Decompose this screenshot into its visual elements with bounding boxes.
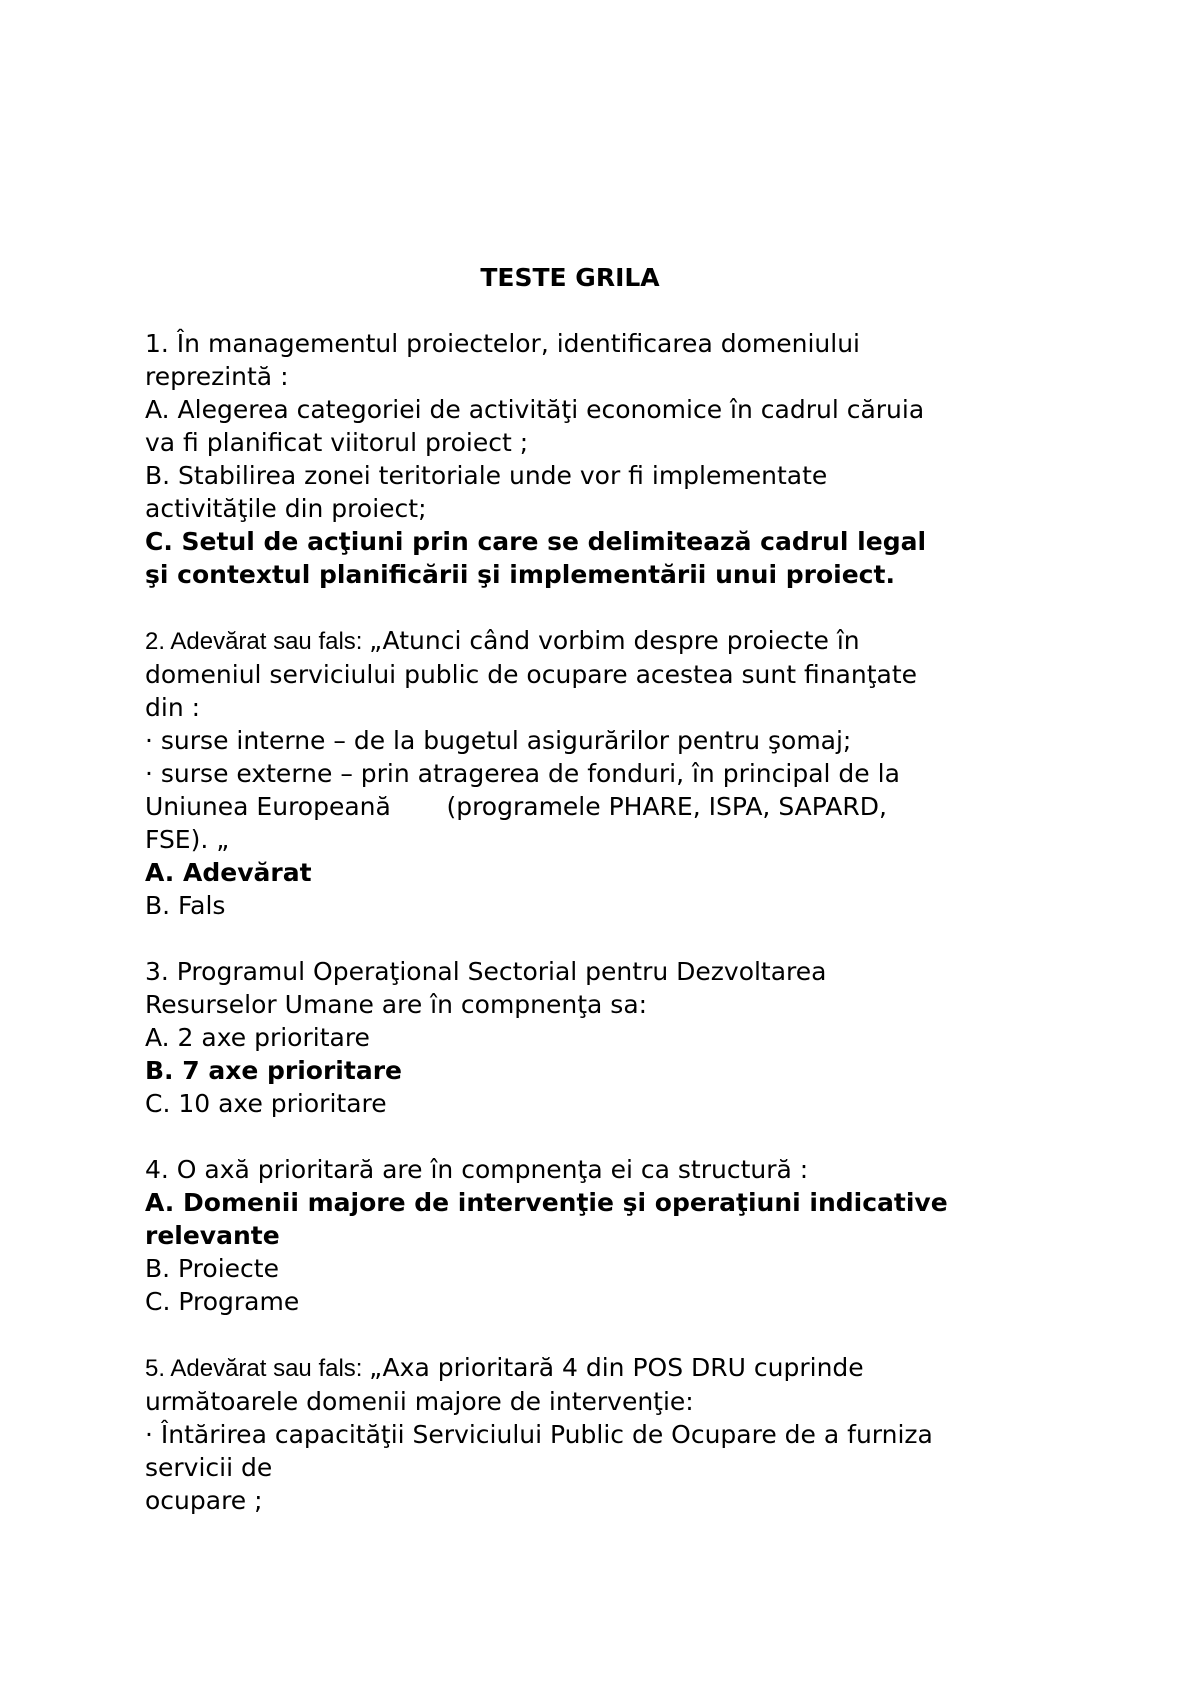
line-text: A. Adevărat (145, 858, 312, 887)
question-block (145, 624, 1085, 922)
question-prefix: 2. Adevărat sau fals: (145, 628, 370, 655)
question-block (145, 327, 1085, 591)
question-line (145, 790, 1085, 823)
question-line (145, 1385, 1085, 1418)
question-line (145, 1252, 1085, 1285)
line-text: reprezintă : (145, 362, 289, 391)
line-text: „Axa prioritară 4 din POS DRU cuprinde (369, 1353, 864, 1382)
line-text: FSE). „ (145, 825, 230, 854)
answer-line-correct (145, 525, 1085, 558)
line-text: C. Programe (145, 1287, 300, 1316)
question-block (145, 1153, 1085, 1318)
line-text: 3. Programul Operaţional Sectorial pentru Dezvoltarea (145, 957, 827, 986)
question-line (145, 988, 1085, 1021)
question-line (145, 1021, 1085, 1054)
question-line (145, 1153, 1085, 1186)
line-text: Resurselor Umane are în compnenţa sa: (145, 990, 648, 1019)
question-line (145, 1451, 1085, 1484)
question-line (145, 393, 1085, 426)
line-text: C. 10 axe prioritare (145, 1089, 387, 1118)
line-text: 4. O axă prioritară are în compnenţa ei ca structură : (145, 1155, 809, 1184)
question-line (145, 1418, 1085, 1451)
line-text: B. Proiecte (145, 1254, 279, 1283)
line-text: · Întărirea capacităţii Serviciului Public de Ocupare de a furniza (145, 1420, 933, 1449)
line-text: 1. În managementul proiectelor, identificarea domeniului (145, 329, 860, 358)
line-text: B. Stabilirea zonei teritoriale unde vor fi implementate (145, 461, 828, 490)
line-text: „Atunci când vorbim despre proiecte în (369, 626, 860, 655)
question-line (145, 1087, 1085, 1120)
line-text: Uniunea Europeană (programele PHARE, ISPA, SAPARD, (145, 792, 887, 821)
line-text: domeniul serviciului public de ocupare acestea sunt finanţate (145, 660, 918, 689)
question-line (145, 691, 1085, 724)
line-text: B. 7 axe prioritare (145, 1056, 402, 1085)
answer-line-correct (145, 1186, 1085, 1219)
question-line (145, 327, 1085, 360)
line-text: A. Domenii majore de intervenţie şi operaţiuni indicative (145, 1188, 948, 1217)
answer-line-correct (145, 856, 1085, 889)
question-line (145, 1285, 1085, 1318)
line-text: · surse externe – prin atragerea de fonduri, în principal de la (145, 759, 900, 788)
question-line (145, 757, 1085, 790)
question-prefix: 5. Adevărat sau fals: (145, 1355, 370, 1382)
question-line (145, 658, 1085, 691)
question-line (145, 426, 1085, 459)
answer-line-correct (145, 1219, 1085, 1252)
line-text: şi contextul planificării şi implementării unui proiect. (145, 560, 895, 589)
document-page (145, 262, 1085, 1550)
line-text: C. Setul de acţiuni prin care se delimitează cadrul legal (145, 527, 927, 556)
line-text: din : (145, 693, 201, 722)
question-line (145, 823, 1085, 856)
answer-line-correct (145, 1054, 1085, 1087)
line-text: relevante (145, 1221, 280, 1250)
line-text: A. 2 axe prioritare (145, 1023, 370, 1052)
question-line (145, 724, 1085, 757)
line-text: ocupare ; (145, 1486, 263, 1515)
question-line (145, 955, 1085, 988)
questions-list (145, 327, 1085, 1517)
line-text: A. Alegerea categoriei de activităţi economice în cadrul căruia (145, 395, 925, 424)
document-title: TESTE GRILA (480, 263, 660, 292)
question-block (145, 955, 1085, 1120)
question-line (145, 492, 1085, 525)
line-text: B. Fals (145, 891, 226, 920)
question-line (145, 360, 1085, 393)
line-text: · surse interne – de la bugetul asigurărilor pentru şomaj; (145, 726, 852, 755)
line-text: va fi planificat viitorul proiect ; (145, 428, 529, 457)
line-text: servicii de (145, 1453, 273, 1482)
question-block (145, 1351, 1085, 1517)
answer-line-correct (145, 558, 1085, 591)
question-line (145, 889, 1085, 922)
line-text: activităţile din proiect; (145, 494, 427, 523)
question-line (145, 459, 1085, 492)
question-line (145, 1484, 1085, 1517)
line-text: următoarele domenii majore de intervenţie: (145, 1387, 694, 1416)
question-line (145, 624, 1085, 658)
question-line (145, 1351, 1085, 1385)
